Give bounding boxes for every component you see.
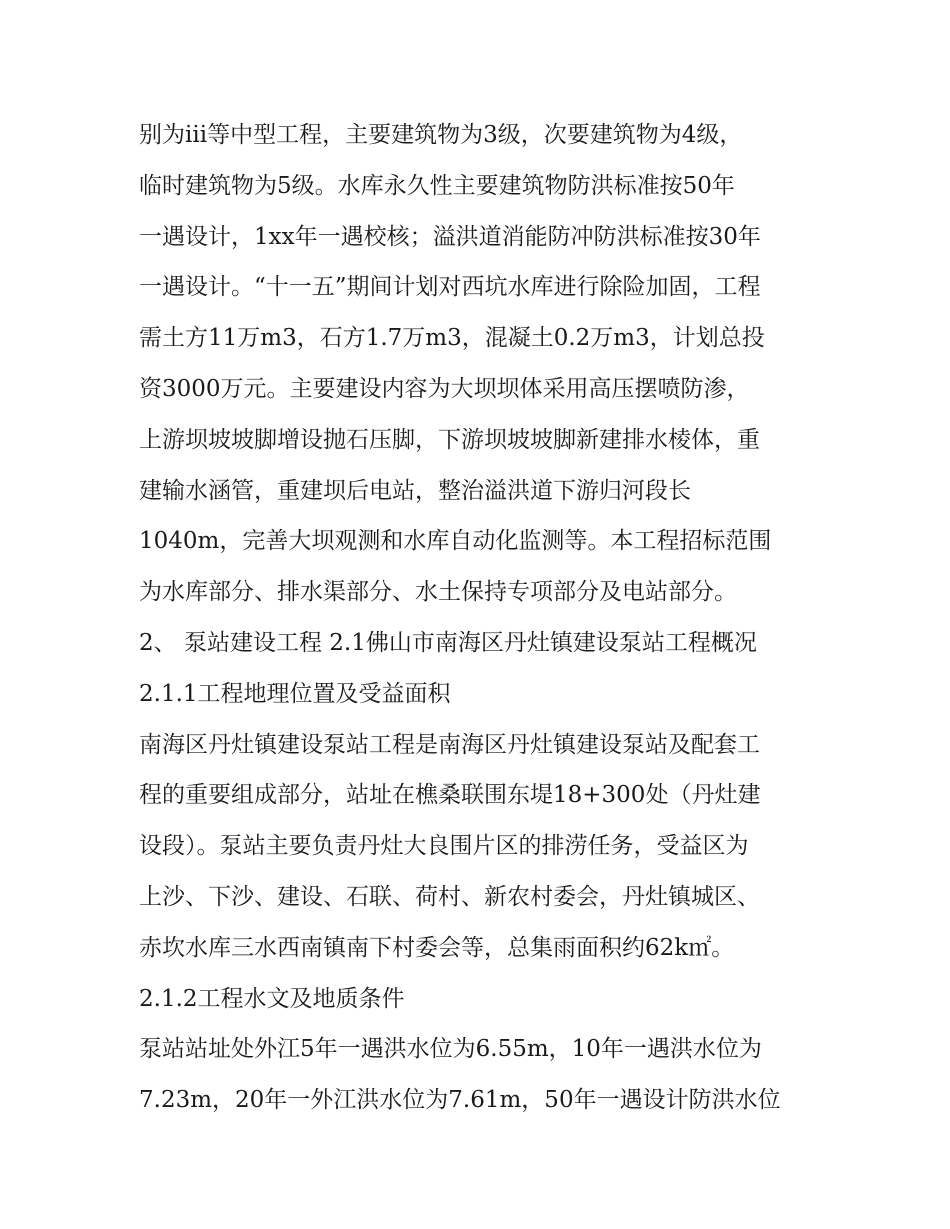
text-line: 为水库部分、排水渠部分、水土保持专项部分及电站部分。 — [139, 579, 737, 606]
section-heading: 2、 泵站建设工程 2.1佛山市南海区丹灶镇建设泵站工程概况 — [139, 629, 757, 656]
text-line: 别为iii等中型工程，主要建筑物为3级，次要建筑物为4级， — [139, 122, 743, 148]
text-line: 南海区丹灶镇建设泵站工程是南海区丹灶镇建设泵站及配套工 — [139, 731, 760, 758]
text-line: 临时建筑物为5级。水库永久性主要建筑物防洪标准按50年 — [139, 172, 735, 199]
text-line: 7.23m，20年一外江洪水位为7.61m，50年一遇设计防洪水位 — [139, 1087, 781, 1114]
text-line: 一遇设计，1xx年一遇校核；溢洪道消能防冲防洪标准按30年 — [139, 223, 761, 250]
text-line: 1040m，完善大坝观测和水库自动化监测等。本工程招标范围 — [139, 528, 772, 555]
text-line: 上游坝坡坡脚增设抛石压脚，下游坝坡坡脚新建排水棱体，重 — [139, 426, 760, 453]
body-text — [139, 110, 819, 1126]
text-line: 上沙、下沙、建设、石联、荷村、新农村委会，丹灶镇城区、 — [139, 883, 760, 910]
text-line: 一遇设计。“十一五”期间计划对西坑水库进行除险加固，工程 — [139, 274, 761, 301]
subsection-heading: 2.1.2工程水文及地质条件 — [139, 985, 405, 1012]
text-line: 需土方11万m3，石方1.7万m3，混凝土0.2万m3，计划总投 — [139, 325, 765, 352]
text-line: 泵站站址处外江5年一遇洪水位为6.55m，10年一遇洪水位为 — [139, 1036, 762, 1063]
text-line: 资3000万元。主要建设内容为大坝坝体采用高压摆喷防渗， — [139, 375, 750, 402]
text-line: 设段）。泵站主要负责丹灶大良围片区的排涝任务，受益区为 — [139, 833, 749, 860]
text-line: 赤坎水库三水西南镇南下村委会等，总集雨面积约62k㎡。 — [139, 934, 735, 961]
text-line: 程的重要组成部分，站址在樵桑联围东堤18+300处（丹灶建 — [139, 782, 761, 809]
subsection-heading: 2.1.1工程地理位置及受益面积 — [139, 680, 451, 707]
text-line: 建输水涵管，重建坝后电站，整治溢洪道下游归河段长 — [139, 477, 691, 504]
